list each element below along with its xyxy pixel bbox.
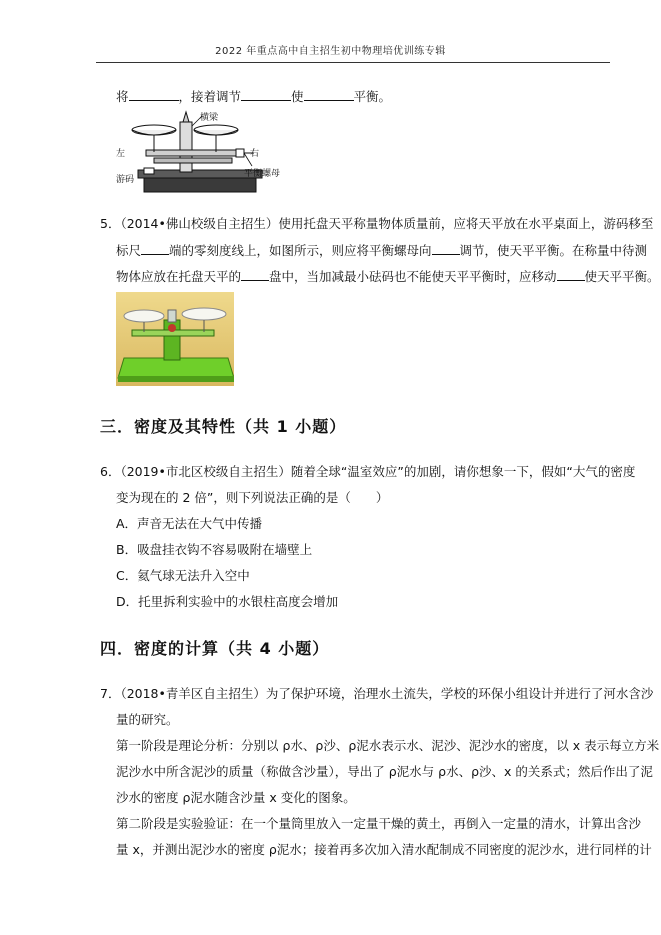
q6-option-d[interactable]: D．托里拆利实验中的水银柱高度会增加 [116,594,339,609]
q4-text-d: 平衡。 [353,89,392,104]
balance-photo [116,292,234,386]
q5-line-1: 5．（2014•佛山校级自主招生）使用托盘天平称量物体质量前，应将天平放在水平桌面上，游码移至 [100,216,654,231]
q6-line-1: 6．（2019•市北区校级自主招生）随着全球“温室效应”的加剧，请你想象一下，假如“大气的密度 [100,464,636,479]
section-3-title: 三．密度及其特性（共 1 小题） [100,417,347,436]
q5-blank-1[interactable] [141,242,169,255]
header-divider [96,62,610,63]
q5-line-2 [116,242,647,259]
balance-diagram [114,108,294,200]
q5-l2b: 端的零刻度线上，如图所示，则应将平衡螺母向 [169,243,432,258]
q4-blank-2[interactable] [241,88,291,101]
q6-line-2: 变为现在的 2 倍”，则下列说法正确的是（ ） [116,490,389,505]
q7-line-6: 第二阶段是实验验证：在一个量筒里放入一定量干燥的黄土，再倒入一定量的清水，计算出含沙 [116,816,642,831]
q6-option-c[interactable]: C．氦气球无法升入空中 [116,568,250,583]
q5-l3c: 使天平平衡。 [584,269,660,284]
q5-line-3 [116,268,660,285]
q4-text-a: 将 [116,89,129,104]
q5-blank-3[interactable] [241,268,269,281]
q5-l2a: 标尺 [116,243,142,258]
q7-line-4: 泥沙水中所含泥沙的质量（称做含沙量），导出了 ρ泥水与 ρ水、ρ沙、x 的关系式；然后作出了泥 [116,764,653,779]
q5-blank-4[interactable] [557,268,585,281]
q5-blank-2[interactable] [432,242,460,255]
section-4-title: 四．密度的计算（共 4 小题） [100,639,330,658]
q6-option-a[interactable]: A．声音无法在大气中传播 [116,516,263,531]
q4-text-b: ，接着调节 [178,89,242,104]
q4-answer-line [116,88,391,105]
q7-line-1: 7．（2018•青羊区自主招生）为了保护环境，治理水土流失，学校的环保小组设计并进行了河水含沙 [100,686,654,701]
label-right: 右 [250,149,260,159]
label-nut: 平衡螺母 [244,169,281,179]
q4-blank-1[interactable] [129,88,179,101]
label-beam: 横梁 [200,113,219,123]
q7-line-5: 沙水的密度 ρ泥水随含沙量 x 变化的图象。 [116,790,356,805]
page-header: 2022 年重点高中自主招生初中物理培优训练专辑 [215,46,446,57]
q6-option-b[interactable]: B．吸盘挂衣钩不容易吸附在墙壁上 [116,542,313,557]
q5-l2c: 调节，使天平平衡。在称量中待测 [459,243,648,258]
q7-line-7: 量 x，并测出泥沙水的密度 ρ泥水；接着再多次加入清水配制成不同密度的泥沙水，进行同样的计 [116,842,652,857]
q5-l3a: 物体应放在托盘天平的 [116,269,242,284]
q7-line-2: 量的研究。 [116,712,179,727]
q5-l3b: 盘中，当加减最小砝码也不能使天平平衡时，应移动 [269,269,557,284]
q4-blank-3[interactable] [304,88,354,101]
q7-line-3: 第一阶段是理论分析：分别以 ρ水、ρ沙、ρ泥水表示水、泥沙、泥沙水的密度，以 x 表示每立方米 [116,738,660,753]
balance-photo-drawing [116,292,234,386]
label-rider: 游码 [116,175,135,185]
label-left: 左 [116,149,126,159]
q4-text-c: 使 [291,89,304,104]
